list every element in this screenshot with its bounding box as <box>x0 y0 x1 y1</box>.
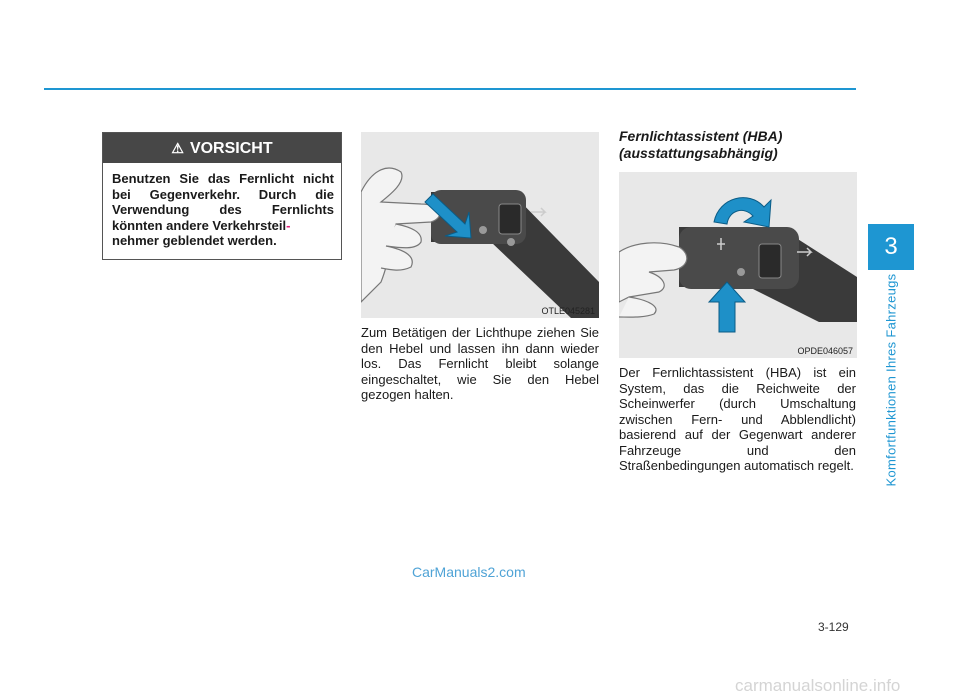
section-title-line2: (ausstattungsabhängig) <box>619 145 778 161</box>
caution-hyphen: - <box>286 217 291 233</box>
caution-text-end: nehmer geblendet werden. <box>112 233 277 248</box>
figure-high-beam-assist <box>619 172 857 358</box>
caution-text <box>103 163 341 249</box>
hba-paragraph: Der Fernlichtassistent (HBA) ist ein System, das die Reichweite der Scheinwerfer (durch Umschaltung zwischen Fern- und Abblendlicht) basierend auf der Gegenwart anderer Fahrzeuge und den Straßenbedingungen automatisch regelt. <box>619 365 856 473</box>
figure-headlight-flash <box>361 132 599 318</box>
flash-paragraph: Zum Betätigen der Lichthupe ziehen Sie den Hebel und lassen ihn dann wieder los. Das Fernlicht bleibt solange eingeschaltet, wie Sie den Hebel gezogen halten. <box>361 325 599 402</box>
headlight-flash-lever-illustration <box>361 132 599 318</box>
caution-header <box>103 133 341 163</box>
section-title-line1: Fernlichtassistent (HBA) <box>619 128 783 144</box>
caution-heading: VORSICHT <box>189 140 273 157</box>
warning-icon: ⚠ <box>171 140 184 156</box>
watermark-link[interactable]: CarManuals2.com <box>412 564 526 580</box>
figure-code: OTLE045281 <box>541 306 595 316</box>
footer-watermark: carmanualsonline.info <box>735 676 901 695</box>
chapter-title: Komfortfunktionen Ihres Fahrzeugs <box>883 273 899 487</box>
page-number: 3-129 <box>818 620 849 634</box>
high-beam-assist-lever-illustration <box>619 172 857 358</box>
caution-box <box>102 132 342 260</box>
caution-text-main: Benutzen Sie das Fernlicht nicht bei Gegenverkehr. Durch die Verwendung des Fernlichts könnten andere Verkehrsteil <box>112 171 334 233</box>
chapter-number-tab: 3 <box>868 224 914 270</box>
figure-code: OPDE046057 <box>797 346 853 356</box>
top-rule <box>44 88 856 90</box>
section-heading <box>619 128 856 162</box>
